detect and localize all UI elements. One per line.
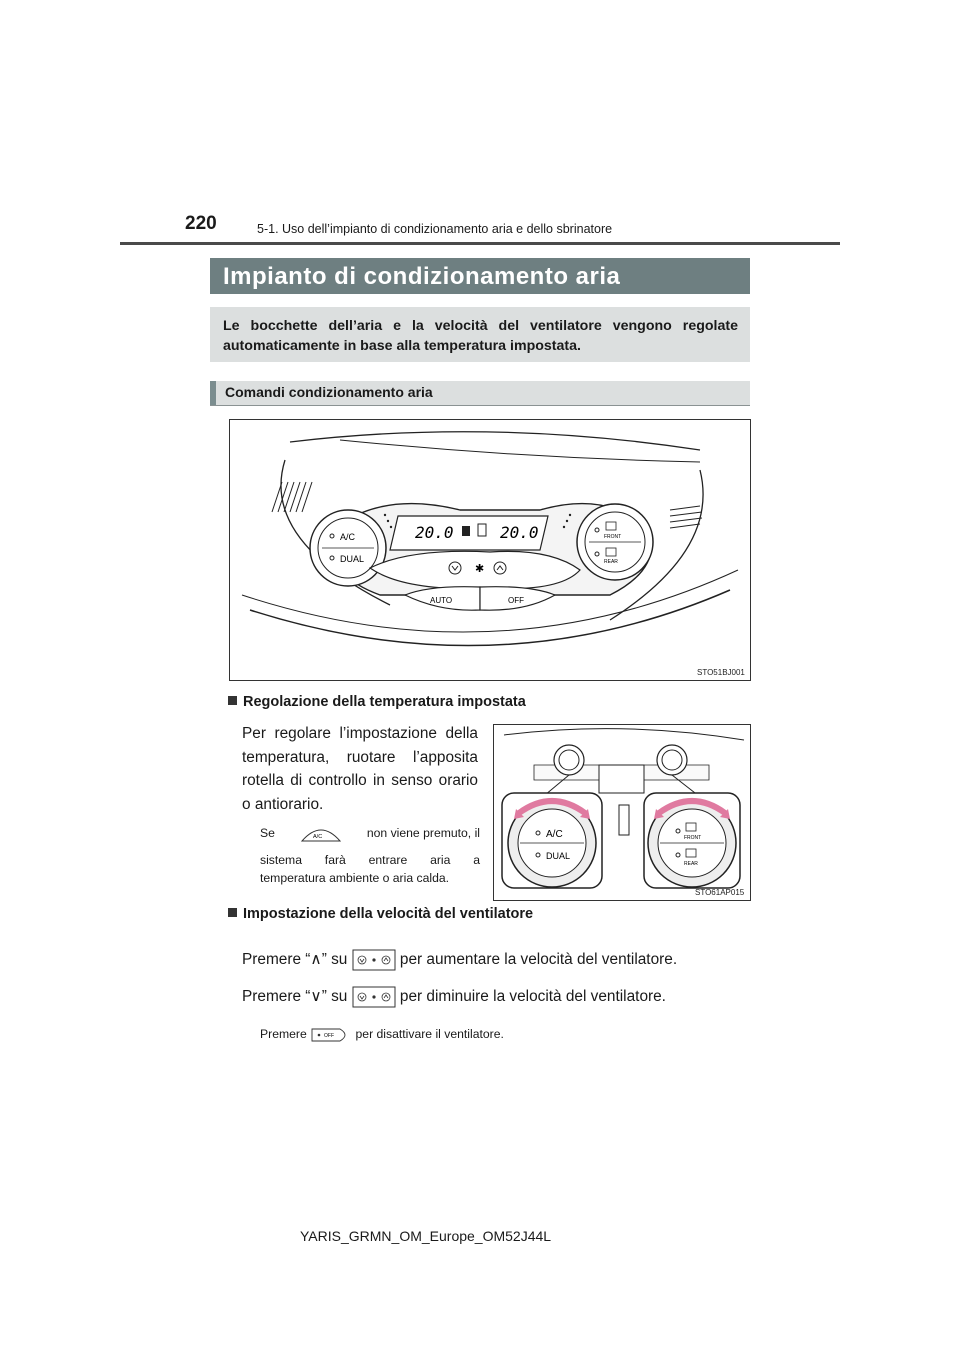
fan-down-symbol: ∨ bbox=[310, 988, 322, 1006]
fan-heading bbox=[228, 906, 533, 922]
fan-button-icon bbox=[352, 949, 396, 971]
dial-rotation-figure bbox=[493, 724, 751, 901]
display-left-temp: 20.0 bbox=[415, 523, 454, 542]
note-after: non viene premuto, il bbox=[366, 826, 480, 840]
control-panel-figure bbox=[229, 419, 751, 681]
fig1-ac-label: A/C bbox=[340, 532, 356, 542]
section-heading-bar bbox=[210, 381, 216, 405]
dial-rotation-illustration bbox=[494, 725, 750, 900]
figure2-code: STO61AP015 bbox=[695, 888, 745, 897]
note-line2: sistema farà entrare aria a bbox=[260, 853, 480, 867]
fan-up-symbol: ∧ bbox=[310, 951, 322, 969]
bullet-icon bbox=[228, 908, 237, 917]
note-line3: temperatura ambiente o aria calda. bbox=[260, 871, 450, 885]
bullet-icon bbox=[228, 696, 237, 705]
vent-slats-right bbox=[670, 506, 702, 528]
fan-up-after: per aumentare la velocità del ventilatore. bbox=[399, 951, 678, 969]
temperature-heading-text: Regolazione della temperatura impostata bbox=[243, 694, 526, 710]
fan-off-before: Premere bbox=[260, 1027, 307, 1042]
fan-down-before: Premere “ bbox=[242, 988, 311, 1006]
fan-up-before: Premere “ bbox=[242, 951, 311, 969]
page-number: 220 bbox=[185, 213, 217, 234]
fig2-ac-label: A/C bbox=[546, 829, 563, 840]
fan-down-mid: ” su bbox=[321, 988, 348, 1006]
fig2-rear-label: REAR bbox=[684, 861, 698, 867]
svg-text:✱: ✱ bbox=[475, 562, 485, 575]
page-title: Impianto di condizionamento aria bbox=[223, 263, 621, 290]
control-panel-illustration bbox=[230, 420, 750, 680]
fig2-front-label: FRONT bbox=[684, 835, 702, 841]
fan-decrease-line bbox=[242, 986, 666, 1008]
vent-slats-left bbox=[272, 482, 312, 512]
fig1-auto-label: AUTO bbox=[430, 596, 453, 605]
figure-code: STO51BJ001 bbox=[697, 668, 745, 677]
fan-up-mid: ” su bbox=[321, 951, 348, 969]
header-rule bbox=[120, 242, 840, 245]
temperature-note bbox=[260, 823, 480, 885]
temperature-body: Per regolare l’impostazione della temperatura, ruotare l’apposita rotella di controllo in senso orario o antiorario. bbox=[242, 725, 478, 813]
fan-button-icon bbox=[352, 986, 396, 1008]
intro-text: Le bocchette dell’aria e la velocità del ventilatore vengono regolate automaticamente in base alla temperatura impostata. bbox=[223, 318, 738, 354]
section-reference: 5-1. Uso dell’impianto di condizionamento aria e dello sbrinatore bbox=[257, 222, 613, 236]
title-banner bbox=[210, 258, 750, 294]
document-code: YARIS_GRMN_OM_Europe_OM52J44L bbox=[300, 1228, 552, 1244]
off-button-icon bbox=[310, 1027, 352, 1043]
fan-off-after: per disattivare il ventilatore. bbox=[355, 1027, 504, 1042]
display-right-temp: 20.0 bbox=[500, 523, 539, 542]
fig1-rear-label: REAR bbox=[604, 559, 618, 565]
intro-box bbox=[210, 307, 750, 362]
section-heading bbox=[210, 381, 750, 406]
off-btn-label: OFF bbox=[324, 1033, 335, 1039]
ac-button-icon bbox=[300, 823, 342, 843]
fan-increase-line bbox=[242, 949, 677, 971]
section-heading-text: Comandi condizionamento aria bbox=[225, 384, 433, 400]
fan-heading-text: Impostazione della velocità del ventilatore bbox=[243, 906, 534, 922]
fig1-dual-label: DUAL bbox=[340, 554, 365, 564]
fig1-front-label: FRONT bbox=[604, 534, 622, 540]
note-btn-label: A/C bbox=[312, 834, 323, 840]
note-before: Se bbox=[260, 826, 275, 840]
fig1-off-label: OFF bbox=[508, 596, 524, 605]
fan-off-line bbox=[260, 1027, 504, 1043]
fig2-dual-label: DUAL bbox=[546, 851, 571, 861]
temperature-heading bbox=[228, 694, 526, 710]
fan-down-after: per diminuire la velocità del ventilatore. bbox=[399, 988, 666, 1006]
